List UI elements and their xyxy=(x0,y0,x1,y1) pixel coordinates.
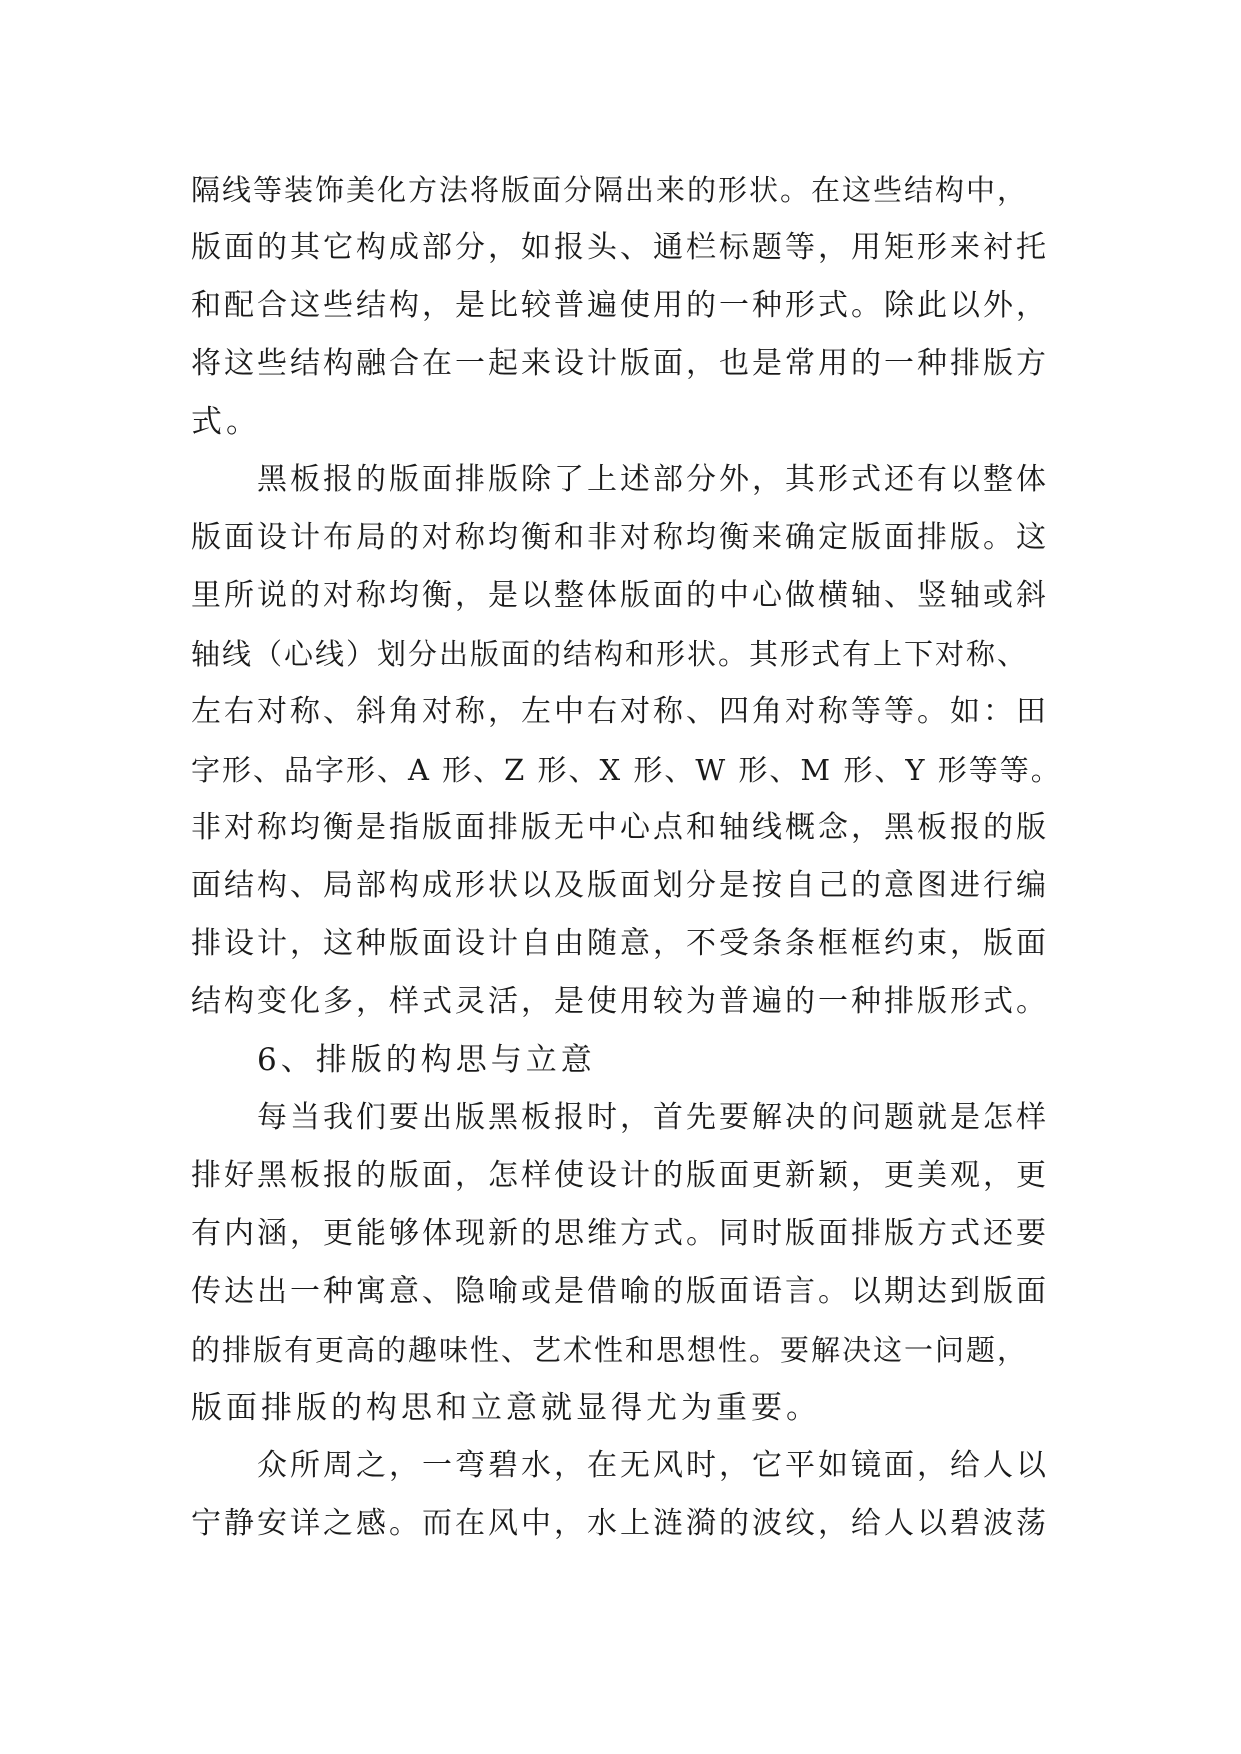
text-line: 隔线等装饰美化方法将版面分隔出来的形状。在这些结构中， xyxy=(191,173,1029,207)
body-text xyxy=(191,161,1071,1553)
text-line: 版面设计布局的对称均衡和非对称均衡来确定版面排版。这 xyxy=(191,520,1049,555)
text-line: 版面的其它构成部分，如报头、通栏标题等，用矩形来衬托 xyxy=(191,230,1049,265)
text-line: 宁静安详之感。而在风中，水上涟漪的波纹，给人以碧波荡 xyxy=(191,1506,1049,1541)
text-line: 版面排版的构思和立意就显得尤为重要。 xyxy=(191,1390,821,1426)
section-heading: 6、排版的构思与立意 xyxy=(257,1042,596,1078)
paragraph-start-line: 每当我们要出版黑板报时，首先要解决的问题就是怎样 xyxy=(257,1100,1049,1135)
text-line: 有内涵，更能够体现新的思维方式。同时版面排版方式还要 xyxy=(191,1216,1049,1251)
text-line: 左右对称、斜角对称，左中右对称、四角对称等等。如：田 xyxy=(191,694,1049,729)
paragraph-start-line: 黑板报的版面排版除了上述部分外，其形式还有以整体 xyxy=(257,462,1049,497)
text-line: 轴线（心线）划分出版面的结构和形状。其形式有上下对称、 xyxy=(191,637,1029,671)
text-line: 结构变化多，样式灵活，是使用较为普遍的一种排版形式。 xyxy=(191,984,1049,1019)
text-line: 排设计，这种版面设计自由随意，不受条条框框约束，版面 xyxy=(191,926,1049,961)
text-line: 传达出一种寓意、隐喻或是借喻的版面语言。以期达到版面 xyxy=(191,1274,1049,1309)
text-line: 非对称均衡是指版面排版无中心点和轴线概念，黑板报的版 xyxy=(191,810,1049,845)
text-line: 和配合这些结构，是比较普遍使用的一种形式。除此以外， xyxy=(191,288,1049,323)
text-line: 将这些结构融合在一起来设计版面，也是常用的一种排版方 xyxy=(191,346,1049,381)
text-line: 式。 xyxy=(191,404,261,440)
text-line: 排好黑板报的版面，怎样使设计的版面更新颖，更美观，更 xyxy=(191,1158,1049,1193)
text-line: 字形、品字形、A 形、Z 形、X 形、W 形、M 形、Y 形等等。 xyxy=(191,753,1062,787)
paragraph-start-line: 众所周之，一弯碧水，在无风时，它平如镜面，给人以 xyxy=(257,1448,1049,1483)
text-line: 的排版有更高的趣味性、艺术性和思想性。要解决这一问题， xyxy=(191,1333,1029,1367)
text-line: 里所说的对称均衡，是以整体版面的中心做横轴、竖轴或斜 xyxy=(191,578,1049,613)
text-line: 面结构、局部构成形状以及版面划分是按自己的意图进行编 xyxy=(191,868,1049,903)
